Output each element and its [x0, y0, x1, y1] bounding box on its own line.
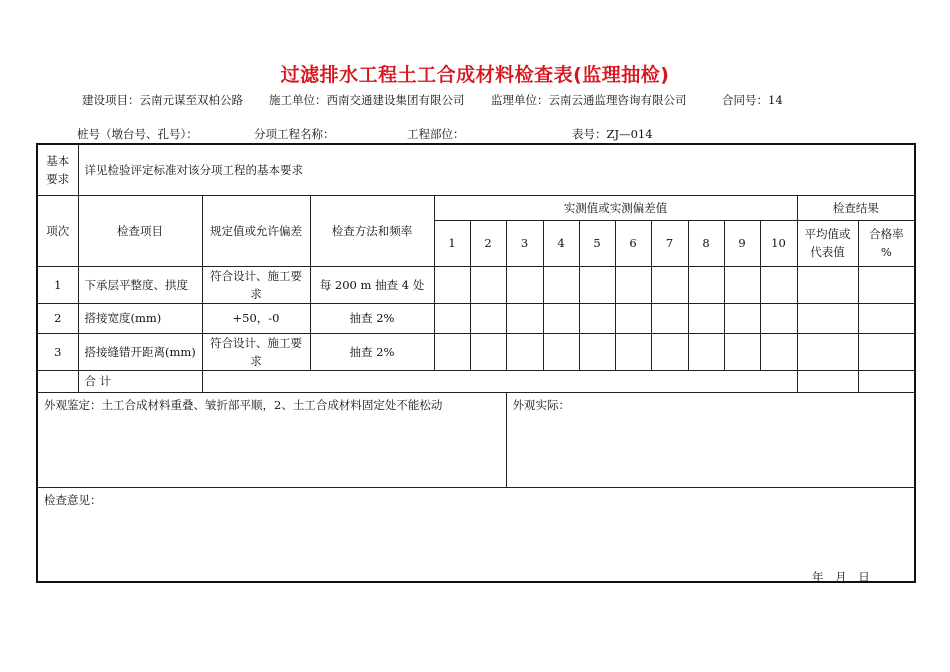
- col-1: 1: [434, 220, 470, 266]
- header-result: 检查结果: [797, 195, 915, 220]
- row-no: 1: [37, 266, 78, 303]
- col-5: 5: [579, 220, 615, 266]
- meta-contractor: 施工单位：西南交通建设集团有限公司: [269, 93, 465, 107]
- col-8: 8: [688, 220, 724, 266]
- appearance-actual: 外观实际：: [506, 392, 915, 487]
- total-label: 合 计: [78, 370, 202, 392]
- basic-req-text: 详见检验评定标准对该分项工程的基本要求: [78, 144, 915, 195]
- col-3: 3: [506, 220, 543, 266]
- meta-location: 工程部位：: [407, 127, 465, 141]
- meta-station: 桩号（墩台号、孔号）：: [77, 127, 198, 141]
- page-title: 过滤排水工程土工合成材料检查表(监理抽检): [280, 64, 670, 86]
- col-4: 4: [543, 220, 579, 266]
- table-row: [37, 333, 915, 370]
- row-spec: 符合设计、施工要求: [202, 266, 310, 303]
- header-spec: 规定值或允许偏差: [202, 195, 310, 266]
- meta-supervisor: 监理单位：云南云通监理咨询有限公司: [491, 93, 687, 107]
- inspection-opinion: 检查意见：: [37, 487, 915, 582]
- col-2: 2: [470, 220, 506, 266]
- total-row: [37, 370, 915, 392]
- header-item: 检查项目: [78, 195, 202, 266]
- row-spec: +50，-0: [202, 303, 310, 333]
- row-method: 抽查 2%: [310, 303, 434, 333]
- inspection-table: [36, 143, 916, 583]
- header-pass-rate: 合格率 %: [858, 220, 915, 266]
- basic-req-label: 基本 要求: [37, 144, 78, 195]
- row-item: 搭接缝错开距离(mm): [78, 333, 202, 370]
- header-method: 检查方法和频率: [310, 195, 434, 266]
- meta-sub-project: 分项工程名称：: [254, 127, 335, 141]
- header-avg: 平均值或代表值: [797, 220, 858, 266]
- meta-contract: 合同号：14: [722, 93, 783, 107]
- header-no: 项次: [37, 195, 78, 266]
- table-row: [37, 266, 915, 303]
- meta-form-no: 表号：ZJ—014: [572, 127, 653, 141]
- row-no: 2: [37, 303, 78, 333]
- col-6: 6: [615, 220, 651, 266]
- row-no: 3: [37, 333, 78, 370]
- appearance-check: 外观鉴定：土工合成材料重叠、皱折部平顺，2、土工合成材料固定处不能松动: [37, 392, 506, 487]
- table-row: [37, 303, 915, 333]
- col-7: 7: [651, 220, 688, 266]
- row-method: 每 200 m 抽查 4 处: [310, 266, 434, 303]
- meta-project: 建设项目：云南元谋至双柏公路: [82, 93, 243, 107]
- row-method: 抽查 2%: [310, 333, 434, 370]
- col-9: 9: [724, 220, 760, 266]
- date-line: 年 月 日: [812, 570, 870, 584]
- row-spec: 符合设计、施工要求: [202, 333, 310, 370]
- row-item: 下承层平整度、拱度: [78, 266, 202, 303]
- col-10: 10: [760, 220, 797, 266]
- header-measured: 实测值或实测偏差值: [434, 195, 797, 220]
- row-item: 搭接宽度(mm): [78, 303, 202, 333]
